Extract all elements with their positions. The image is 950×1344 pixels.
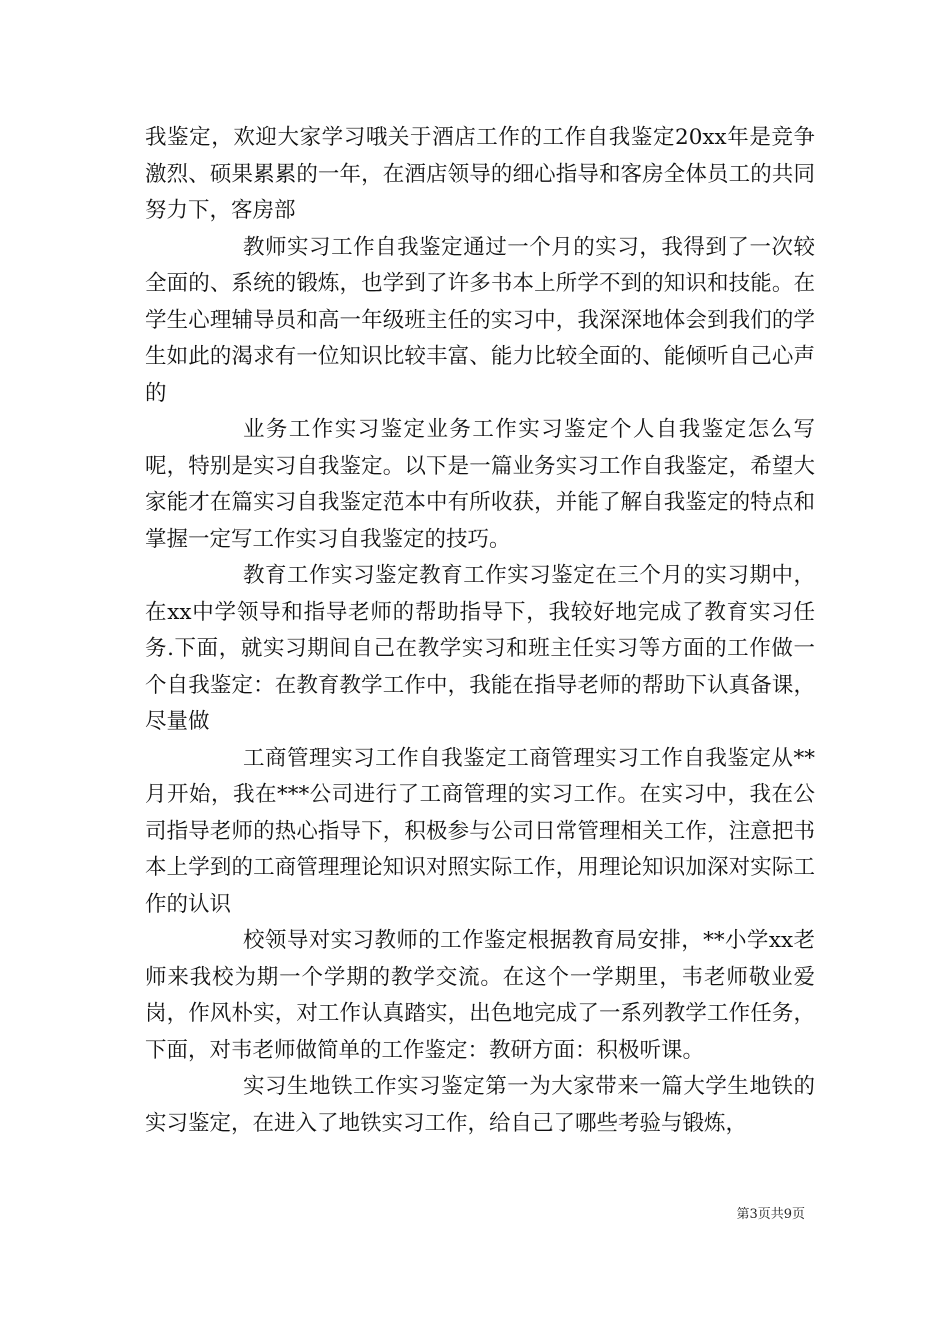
page-number-footer: 第3页共9页 [736, 1207, 805, 1222]
document-body [145, 120, 815, 1142]
paragraph-5: 工商管理实习工作自我鉴定工商管理实习工作自我鉴定从**月开始，我在***公司进行了工商管理的实习工作。在实习中，我在公司指导老师的热心指导下，积极参与公司日常管理相关工作，注意把书本上学到的工商管理理论知识对照实际工作，用理论知识加深对实际工作的认识 [145, 745, 815, 917]
paragraph-4: 教育工作实习鉴定教育工作实习鉴定在三个月的实习期中，在xx中学领导和指导老师的帮助指导下，我较好地完成了教育实习任务.下面，就实习期间自己在教学实习和班主任实习等方面的工作做一个自我鉴定：在教育教学工作中，我能在指导老师的帮助下认真备课，尽量做 [145, 563, 815, 734]
paragraph-1: 我鉴定，欢迎大家学习哦关于酒店工作的工作自我鉴定20xx年是竞争激烈、硕果累累的一年，在酒店领导的细心指导和客房全体员工的共同努力下，客房部 [145, 125, 815, 223]
paragraph-6: 校领导对实习教师的工作鉴定根据教育局安排，**小学xx老师来我校为期一个学期的教学交流。在这个一学期里，韦老师敬业爱岗，作风朴实，对工作认真踏实，出色地完成了一系列教学工作任务，下面，对韦老师做简单的工作鉴定：教研方面：积极听课。 [145, 928, 815, 1063]
paragraph-7: 实习生地铁工作实习鉴定第一为大家带来一篇大学生地铁的实习鉴定，在进入了地铁实习工作，给自己了哪些考验与锻炼， [145, 1074, 815, 1136]
paragraph-2: 教师实习工作自我鉴定通过一个月的实习，我得到了一次较全面的、系统的锻炼，也学到了许多书本上所学不到的知识和技能。在学生心理辅导员和高一年级班主任的实习中，我深深地体会到我们的学生如此的渴求有一位知识比较丰富、能力比较全面的、能倾听自己心声的 [145, 234, 815, 406]
paragraph-3: 业务工作实习鉴定业务工作实习鉴定个人自我鉴定怎么写呢，特别是实习自我鉴定。以下是一篇业务实习工作自我鉴定，希望大家能才在篇实习自我鉴定范本中有所收获，并能了解自我鉴定的特点和掌握一定写工作实习自我鉴定的技巧。 [145, 417, 815, 552]
